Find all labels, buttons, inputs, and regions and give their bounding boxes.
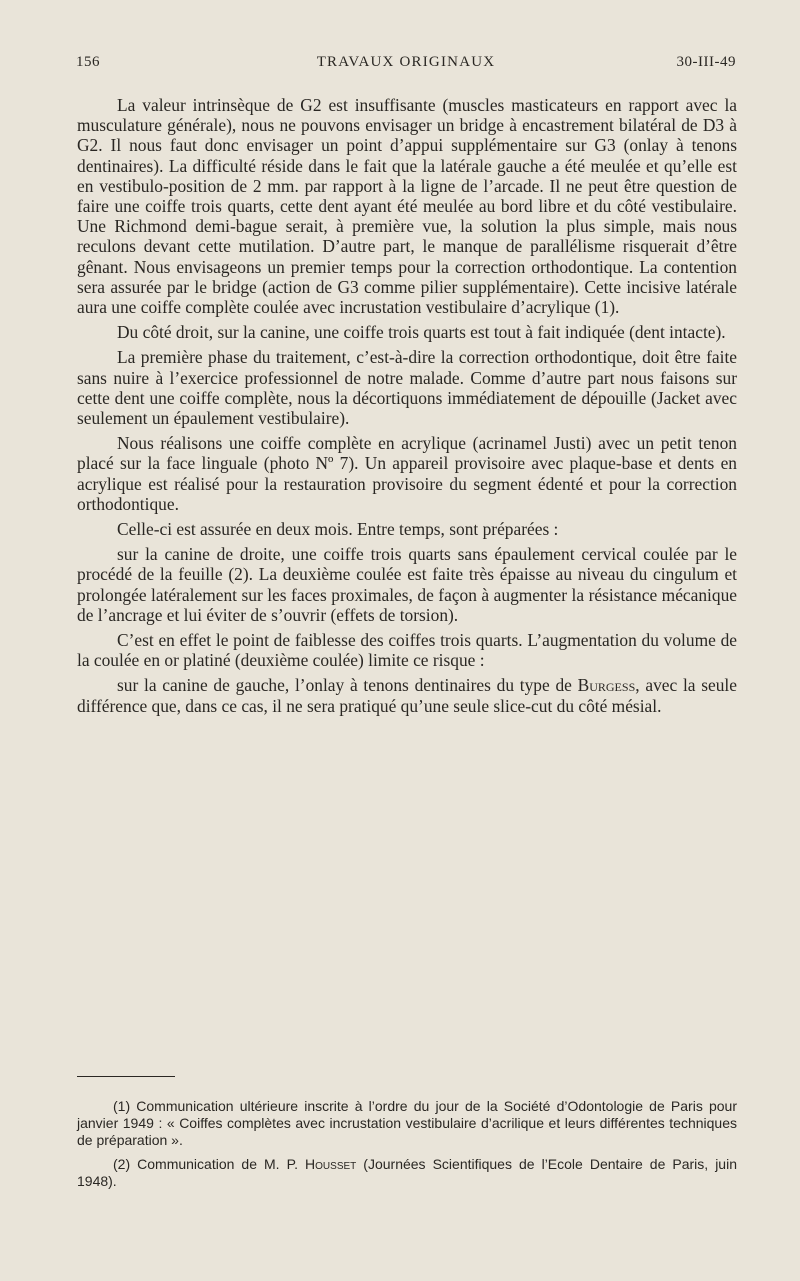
author-name: Housset: [305, 1155, 357, 1172]
paragraph: Nous réalisons une coiffe complète en acrylique (acrinamel Justi) avec un petit tenon placé sur la face linguale (photo Nº 7). Un appareil provisoire avec plaque-base et dents en acrylique est réalisé pour la restauration provisoire du segment édenté et pour la correction orthodontique.: [77, 433, 737, 514]
running-head: [76, 54, 736, 74]
journal-title: TRAVAUX ORIGINAUX: [316, 54, 496, 70]
issue-date: 30-III-49: [676, 54, 736, 70]
paragraph: La première phase du traitement, c’est-à-dire la correction orthodontique, doit être faite sans nuire à l’exercice professionnel de notre malade. Comme d’autre part nous faisons sur cette dent une coiffe complète, nous la décortiquons immédiatement de dépouille (Jacket avec seulement un épaulement vestibulaire).: [77, 347, 737, 429]
paragraph: C’est en effet le point de faiblesse des coiffes trois quarts. L’augmentation du volume de la coulée en or platiné (deuxième coulée) limite ce risque :: [77, 630, 737, 671]
body-text: [77, 95, 737, 721]
footnotes: [77, 1098, 737, 1196]
footnote-divider: [77, 1076, 175, 1077]
footnote-text: (2) Communication de M. P.: [113, 1155, 306, 1172]
paragraph: La valeur intrinsèque de G2 est insuffisante (muscles masticateurs en rapport avec la musculature générale), nous ne pouvons envisager un bridge à encastrement bilatéral de D3 à G2. Il nous faut donc envisager un point d’appui supplémentaire sur G3 (onlay à tenons dentinaires). La difficulté réside dans le fait que la latérale gauche a été meulée et qu’elle est en vestibulo-position de 2 mm. par rapport à la ligne de l’arcade. Il ne peut être question de faire une coiffe trois quarts, cette dent ayant été meulée au bord libre et du côté vestibulaire. Une Richmond demi-bague serait, à première vue, la solution la plus simple, mais nous reculons devant cette mutilation. D’autre part, le manque de parallélisme risquerait d’être gênant. Nous envisageons un premier temps pour la correction orthodontique. La contention sera assurée par le bridge (action de G3 comme pilier supplémentaire). Cette incisive latérale aura une coiffe complète coulée avec incrustation vestibulaire d’acrylique (1).: [77, 95, 737, 318]
paragraph-text: sur la canine de gauche, l’onlay à tenons dentinaires du type de: [117, 675, 578, 696]
footnote-text: (Journées Scientifiques de l’Ecole Dentaire de Paris, juin 1948).: [77, 1155, 737, 1189]
paragraph: [77, 675, 737, 715]
page-number: 156: [76, 54, 100, 70]
paragraph-text: , avec la seule différence que, dans ce cas, il ne sera pratiqué qu’une seule slice-cut du côté mésial.: [77, 675, 737, 716]
author-name: Burgess: [577, 675, 636, 696]
footnote: [77, 1156, 737, 1190]
footnote: (1) Communication ultérieure inscrite à l’ordre du jour de la Société d’Odontologie de Paris pour janvier 1949 : « Coiffes complètes avec incrustation vestibulaire d’acrilique et leurs différentes techniques de préparation ».: [77, 1098, 737, 1149]
paragraph: sur la canine de droite, une coiffe trois quarts sans épaulement cervical coulée par le procédé de la feuille (2). La deuxième coulée est faite très épaisse au niveau du cingulum et prolongée latéralement sur les faces proximales, de façon à augmenter la résistance mécanique de l’ancrage et lui éviter de s’ouvrir (effets de torsion).: [77, 544, 737, 625]
paragraph: Celle-ci est assurée en deux mois. Entre temps, sont préparées :: [117, 519, 559, 540]
paragraph: Du côté droit, sur la canine, une coiffe trois quarts est tout à fait indiquée (dent intacte).: [117, 322, 726, 343]
